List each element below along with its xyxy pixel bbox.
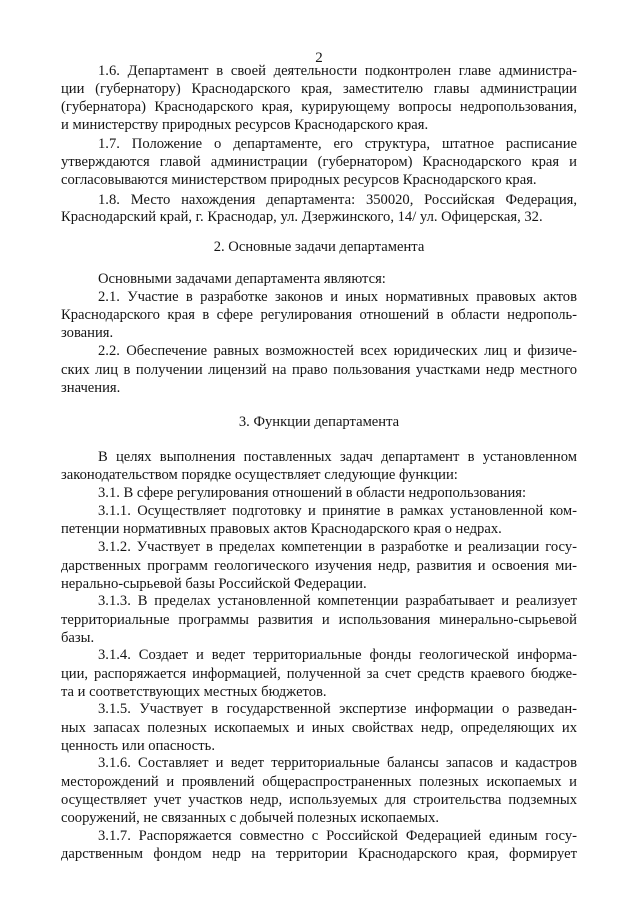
page-number: 2	[315, 50, 323, 66]
text-line: дарственных программ геологического изучения недр, развития и освоения ми-	[61, 558, 577, 574]
text-line: нерально-сырьевой базы Российской Федерации.	[61, 576, 367, 592]
text-line: согласовываются министерством природных ресурсов Краснодарского края.	[61, 172, 537, 188]
text-line: петенции нормативных правовых актов Краснодарского края о недрах.	[61, 521, 502, 537]
text-line: 1.8. Место нахождения департамента: 350020, Российская Федерация,	[98, 192, 577, 208]
text-line: 3.1.7. Распоряжается совместно с Российской Федерацией единым госу-	[98, 828, 577, 844]
text-line: 3.1. В сфере регулирования отношений в области недропользования:	[98, 485, 527, 501]
text-line: утверждаются главой администрации (губернатором) Краснодарского края и	[61, 154, 577, 170]
text-line: ции, распоряжается информацией, полученной за счет средств краевого бюдже-	[61, 666, 577, 682]
text-line: 1.7. Положение о департаменте, его структура, штатное расписание	[98, 136, 577, 152]
text-line: дарственным фондом недр на территории Краснодарского края, формирует	[61, 846, 577, 862]
text-line: 2.2. Обеспечение равных возможностей всех юридических лиц и физиче-	[98, 343, 577, 359]
text-line: 1.6. Департамент в своей деятельности подконтролен главе администра-	[98, 63, 577, 79]
text-line: ценность или опасность.	[61, 738, 215, 754]
document-page	[61, 0, 577, 905]
text-line: Краснодарского края в сфере регулирования отношений в области недрополь-	[61, 307, 577, 323]
text-line: Краснодарский край, г. Краснодар, ул. Дзержинского, 14/ ул. Офицерская, 32.	[61, 209, 543, 225]
section-heading: 3. Функции департамента	[238, 414, 400, 430]
text-line: Основными задачами департамента являются:	[98, 271, 386, 287]
text-line: (губернатора) Краснодарского края, курирующему вопросы недропользования,	[61, 99, 577, 115]
text-line: и министерству природных ресурсов Краснодарского края.	[61, 117, 429, 133]
text-line: осуществляет учет участков недр, используемых для строительства подземных	[61, 792, 577, 808]
text-line: ции (губернатору) Краснодарского края, заместителю главы администрации	[61, 81, 577, 97]
text-line: территориальные программы развития и использования минерально-сырьевой	[61, 612, 577, 628]
text-line: 3.1.2. Участвует в пределах компетенции в разработке и реализации госу-	[98, 539, 577, 555]
text-line: месторождений и проявлений общераспространенных полезных ископаемых и	[61, 774, 577, 790]
text-line: значения.	[61, 380, 121, 396]
text-line: зования.	[61, 325, 114, 341]
text-line: 3.1.5. Участвует в государственной экспертизе информации о разведан-	[98, 701, 577, 717]
text-line: законодательством порядке осуществляет следующие функции:	[61, 467, 458, 483]
text-line: ных запасах полезных ископаемых и иных свойствах недр, определяющих их	[61, 720, 577, 736]
text-line: В целях выполнения поставленных задач департамент в установленном	[98, 449, 577, 465]
text-line: 2.1. Участие в разработке законов и иных нормативных правовых актов	[98, 289, 577, 305]
text-line: 3.1.3. В пределах установленной компетенции разрабатывает и реализует	[98, 593, 577, 609]
text-line: та и соответствующих местных бюджетов.	[61, 684, 327, 700]
text-line: 3.1.4. Создает и ведет территориальные фонды геологической информа-	[98, 647, 577, 663]
text-line: ских лиц в получении лицензий на право пользования участками недр местного	[61, 362, 577, 378]
text-line: 3.1.6. Составляет и ведет территориальные балансы запасов и кадастров	[98, 755, 577, 771]
text-line: базы.	[61, 630, 95, 646]
section-heading: 2. Основные задачи департамента	[213, 239, 425, 255]
text-line: сооружений, не связанных с добычей полезных ископаемых.	[61, 810, 440, 826]
text-line: 3.1.1. Осуществляет подготовку и принятие в рамках установленной ком-	[98, 503, 577, 519]
